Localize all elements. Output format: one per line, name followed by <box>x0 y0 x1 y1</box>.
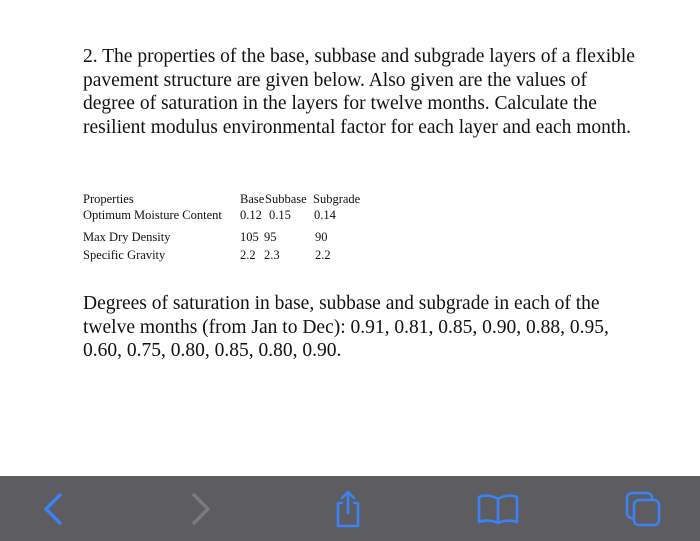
row-subbase-value: 0.15 <box>269 208 291 222</box>
browser-toolbar <box>0 476 700 541</box>
forward-button[interactable] <box>176 476 226 541</box>
row-subgrade-value: 90 <box>315 230 328 244</box>
row-base-value: 2.2 <box>240 248 256 262</box>
header-subbase: Subbase <box>265 192 307 206</box>
header-base: Base <box>240 192 265 206</box>
row-property: Max Dry Density <box>83 230 171 244</box>
back-icon <box>41 491 65 527</box>
row-subbase-value: 2.3 <box>264 248 280 262</box>
row-subgrade-value: 0.14 <box>314 208 336 222</box>
problem-statement: 2. The properties of the base, subbase and subgrade layers of a flexible pavement structure are given below. Also given are the values of degree of saturation in the layers for twelve months. Calculate the resilient modulus environmental factor for each layer and each month. <box>83 46 635 138</box>
bookmarks-icon <box>476 492 520 526</box>
row-base-value: 105 <box>240 230 259 244</box>
back-button[interactable] <box>28 476 78 541</box>
header-subgrade: Subgrade <box>313 192 361 206</box>
row-property: Optimum Moisture Content <box>83 208 222 222</box>
row-property: Specific Gravity <box>83 248 166 262</box>
bookmarks-button[interactable] <box>470 476 526 541</box>
saturation-statement: Degrees of saturation in base, subbase and subgrade in each of the twelve months (from Jan to Dec): 0.91, 0.81, 0.85, 0.90, 0.88, 0.95, 0.60, 0.75, 0.80, 0.85, 0.80, 0.90. <box>83 293 609 361</box>
row-subbase-value: 95 <box>264 230 277 244</box>
share-button[interactable] <box>323 476 373 541</box>
tabs-button[interactable] <box>618 476 668 541</box>
forward-icon <box>189 491 213 527</box>
header-properties: Properties <box>83 192 134 206</box>
share-icon <box>333 489 363 529</box>
tabs-icon <box>623 490 663 528</box>
row-base-value: 0.12 <box>240 208 262 222</box>
row-subgrade-value: 2.2 <box>315 248 331 262</box>
